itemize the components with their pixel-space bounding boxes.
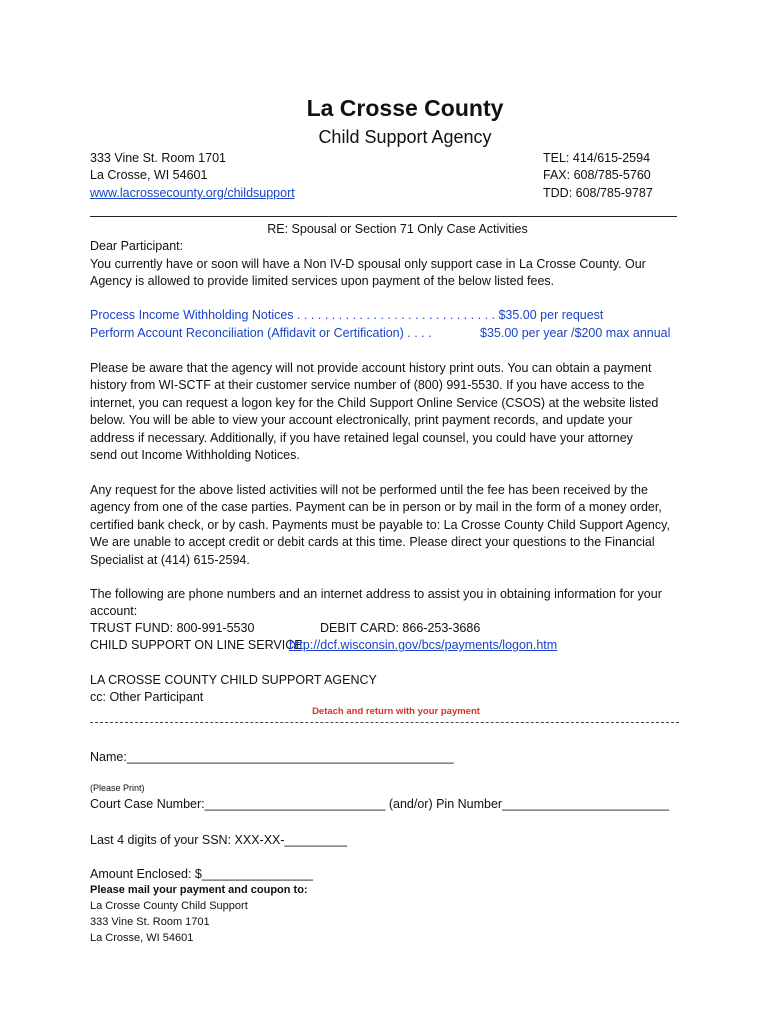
payment-line: Specialist at (414) 615-2594. [90, 552, 250, 567]
history-line: history from WI-SCTF at their customer service number of (800) 991-5530. If you have access to the [90, 378, 645, 393]
address-line-1: 333 Vine St. Room 1701 [90, 151, 226, 165]
coupon-court-case-field[interactable]: Court Case Number:__________________________ (and/or) Pin Number________________________ [90, 797, 669, 811]
fee-income-withholding: Process Income Withholding Notices . . . . . . . . . . . . . . . . . . . . . . . . . . . . . $35.00 per request [90, 308, 604, 322]
debit-card-number: DEBIT CARD: 866-253-3686 [320, 621, 481, 635]
phones-line: account: [90, 604, 138, 619]
fee-account-reconciliation-price: $35.00 per year /$200 max annual [480, 326, 671, 340]
mail-heading: Please mail your payment and coupon to: [90, 884, 308, 896]
history-line: send out Income Withholding Notices. [90, 448, 300, 463]
phone-fax: FAX: 608/785-5760 [543, 168, 651, 182]
address-line-2: La Crosse, WI 54601 [90, 168, 208, 182]
history-line: Please be aware that the agency will not provide account history print outs. You can obtain a payment [90, 361, 652, 375]
phones-line: The following are phone numbers and an internet address to assist you in obtaining information for your [90, 587, 662, 601]
intro-line: You currently have or soon will have a Non IV-D spousal only support case in La Crosse County. Our [90, 257, 646, 271]
re-line: RE: Spousal or Section 71 Only Case Activities [267, 222, 528, 236]
phone-tdd: TDD: 608/785-9787 [543, 186, 653, 200]
intro-line: Agency is allowed to provide limited services upon payment of the below listed fees. [90, 274, 555, 289]
mail-address-line-1: La Crosse County Child Support [90, 900, 248, 912]
online-service-label: CHILD SUPPORT ON LINE SERVICE: [90, 638, 307, 652]
greeting: Dear Participant: [90, 239, 184, 253]
history-line: below. You will be able to view your account electronically, print payment records, and update your [90, 413, 633, 428]
detach-line [90, 722, 679, 723]
payment-line: agency from one of the case parties. Payment can be in person or by mail in the form of a money order, [90, 500, 662, 515]
payment-line: We are unable to accept credit or debit cards at this time. Please direct your questions to the Financial [90, 535, 655, 550]
history-paragraph [90, 360, 682, 464]
agency-title: La Crosse County [306, 95, 504, 121]
coupon-name-field[interactable]: Name:_______________________________________________ [90, 750, 454, 764]
payment-line: certified bank check, or by cash. Payments must be payable to: La Crosse County Child Support Agency, [90, 517, 670, 532]
coupon-ssn-field[interactable]: Last 4 digits of your SSN: XXX-XX-_________ [90, 833, 348, 847]
payment-line: Any request for the above listed activities will not be performed until the fee has been received by the [90, 483, 648, 497]
detach-notice: Detach and return with your payment [312, 706, 480, 717]
phone-tel: TEL: 414/615-2594 [543, 151, 651, 165]
signature-agency: LA CROSSE COUNTY CHILD SUPPORT AGENCY [90, 673, 377, 687]
history-line: internet, you can request a logon key for the Child Support Online Service (CSOS) at the website listed [90, 395, 659, 410]
online-service-link[interactable]: http://dcf.wisconsin.gov/bcs/payments/logon.htm [289, 638, 558, 652]
header-divider [90, 216, 677, 217]
please-print-note: (Please Print) [90, 783, 145, 793]
mail-address-line-3: La Crosse, WI 54601 [90, 932, 194, 944]
fee-account-reconciliation: Perform Account Reconciliation (Affidavit or Certification) . . . . [90, 326, 432, 340]
trust-fund-number: TRUST FUND: 800-991-5530 [90, 621, 255, 635]
phones-paragraph [90, 586, 682, 621]
coupon-amount-field[interactable]: Amount Enclosed: $________________ [90, 867, 314, 881]
history-line: address if necessary. Additionally, if you have retained legal counsel, you could have your attorney [90, 430, 633, 445]
agency-subtitle: Child Support Agency [318, 127, 492, 147]
payment-paragraph [90, 482, 682, 569]
mail-address-line-2: 333 Vine St. Room 1701 [90, 916, 210, 928]
cc-line: cc: Other Participant [90, 690, 204, 704]
intro-paragraph [90, 256, 682, 291]
website-link[interactable]: www.lacrossecounty.org/childsupport [90, 186, 295, 200]
